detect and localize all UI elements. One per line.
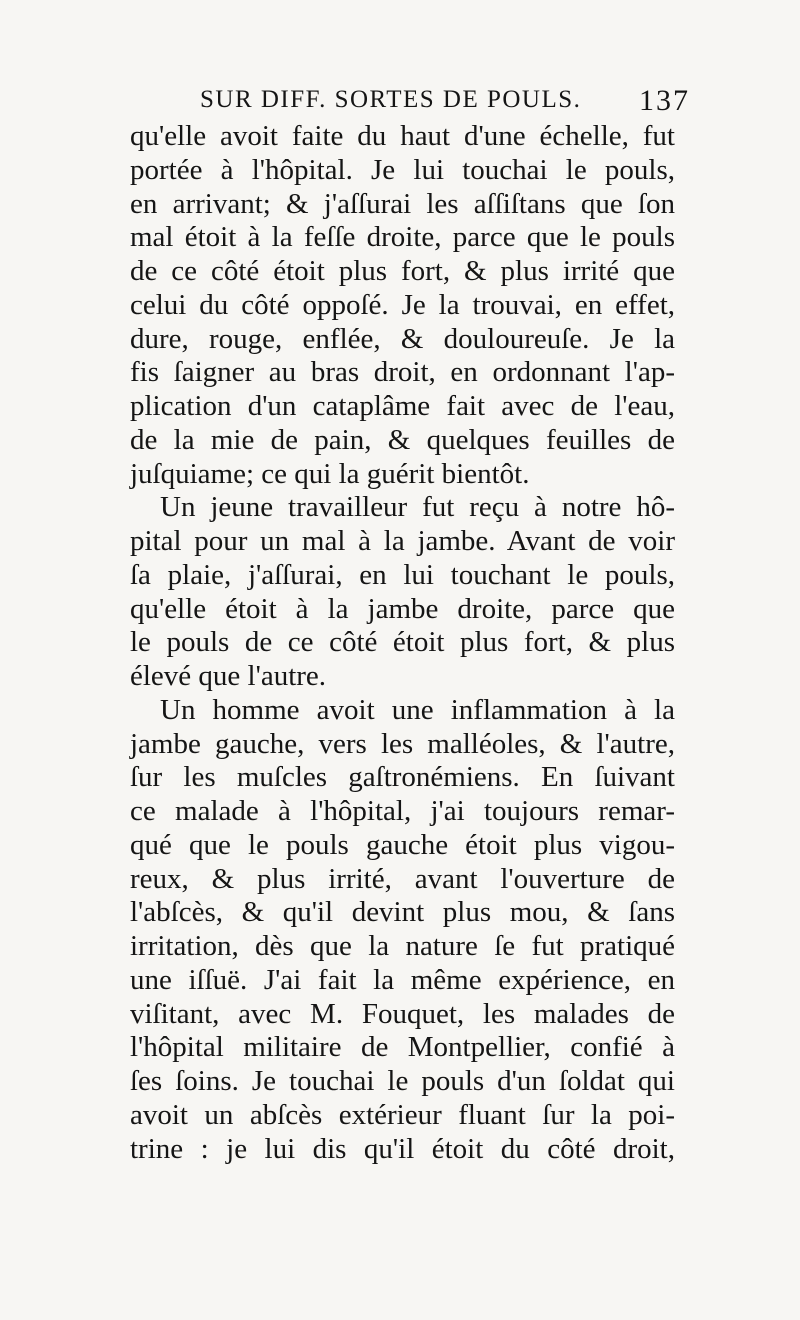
paragraph-end-line: élevé que l'autre. [130,660,327,692]
text-line: l'hôpital militaire de Montpellier, confié à [130,1031,675,1064]
text-line: ſur les muſcles gaſtronémiens. En ſuivant [130,761,675,794]
text-line: de ce côté étoit plus fort, & plus irrité que [130,255,675,287]
text-line: fis ſaigner au bras droit, en ordonnant l'ap- [130,356,675,389]
text-line: pital pour un mal à la jambe. Avant de voir [130,525,675,557]
running-title: SUR DIFF. SORTES DE POULS. [200,86,582,113]
text-line: qu'elle avoit faite du haut d'une échelle, fut [130,120,675,152]
text-line: le pouls de ce côté étoit plus fort, & plus [130,626,675,659]
paragraph-start-line: Un jeune travailleur fut reçu à notre hô- [160,491,675,524]
text-line: jambe gauche, vers les malléoles, & l'autre, [130,727,675,760]
text-line: viſitant, avec M. Fouquet, les malades de [130,997,675,1030]
text-line: ſes ſoins. Je touchai le pouls d'un ſoldat qui [130,1065,675,1097]
text-line: reux, & plus irrité, avant l'ouverture de [130,862,675,895]
text-line: plication d'un cataplâme fait avec de l'eau, [130,390,675,422]
text-line: mal étoit à la feſſe droite, parce que le pouls [130,221,675,254]
text-line: portée à l'hôpital. Je lui touchai le pouls, [130,153,675,186]
text-line: dure, rouge, enflée, & douloureuſe. Je la [130,322,675,355]
text-line: qué que le pouls gauche étoit plus vigou- [130,828,675,861]
page-number: 137 [639,84,690,117]
text-line: en arrivant; & j'aſſurai les aſſiſtans que ſon [130,187,675,220]
text-line: avoit un abſcès extérieur fluant ſur la poi- [130,1098,675,1131]
text-line: de la mie de pain, & quelques feuilles de [130,423,675,456]
text-line: ce malade à l'hôpital, j'ai toujours remar- [130,795,675,827]
text-line: ſa plaie, j'aſſurai, en lui touchant le pouls, [130,558,675,591]
text-line: trine : je lui dis qu'il étoit du côté droit, [130,1132,675,1165]
text-line: une iſſuë. J'ai fait la même expérience, en [130,963,675,996]
body-text [130,120,675,1166]
text-line: l'abſcès, & qu'il devint plus mou, & ſans [130,896,675,929]
text-line: celui du côté oppoſé. Je la trouvai, en effet, [130,288,675,321]
paragraph-end-line: juſquiame; ce qui la guérit bientôt. [130,457,530,490]
paragraph-start-line: Un homme avoit une inflammation à la [160,693,675,726]
text-line: qu'elle étoit à la jambe droite, parce que [130,592,675,625]
text-line: irritation, dès que la nature ſe fut pratiqué [130,930,675,962]
